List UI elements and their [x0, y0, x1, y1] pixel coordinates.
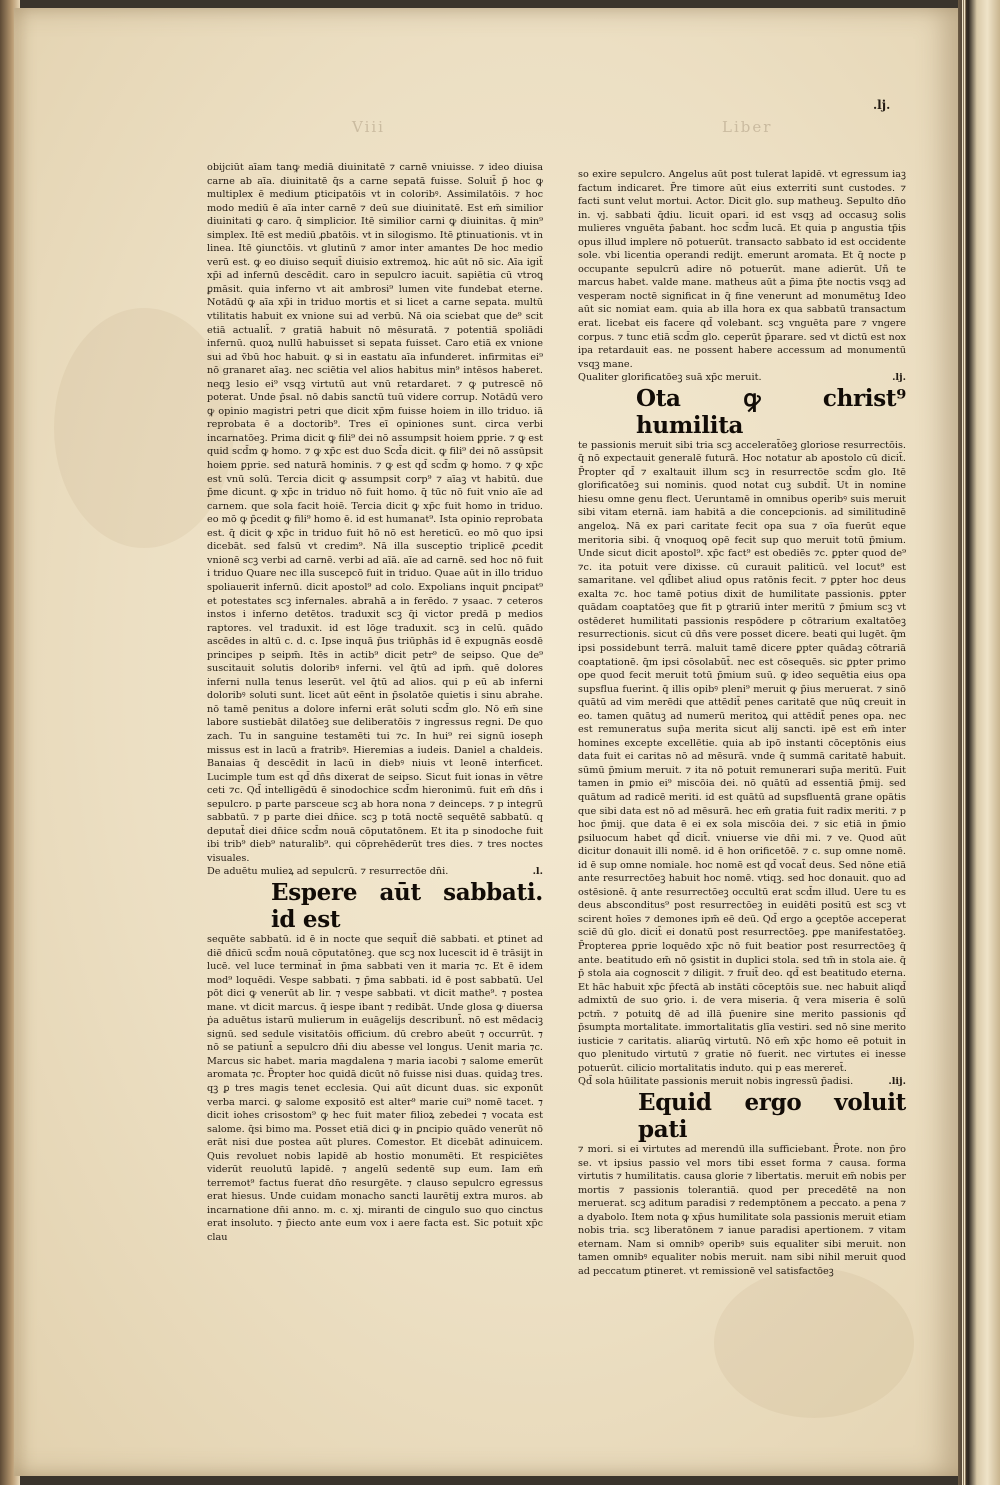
chapter-incipit: Ota ꝙ christ⁹ humilita: [636, 384, 906, 439]
right-column-body: so exire sepulcro. Angelus aūt post tulerat lapidē. vt egressum iaꝫ factum indicaret. P̄re timore aūt eius exterriti sunt custodes. ⁊ facti sunt velut mortui. Actor. Dicit glo. sup matheuꝫ. Sepulto dn̄o in. vj. sabbati q̄diu. licuit opari. id est vsqꝫ ad occasuꝫ solis mulieres vnguēta p̄abant. hoc scd̄m lucā. Et quia p angustia tp̄is opus illud implere nō potuerūt. transacto sabbato id est occidente sole. vbi licentia operandi redijt. emerunt aromata. Et q̄ nocte p occupante sepulcrū adire nō potuerūt. mane adierūt. Uñ te marcus habet. valde mane. matheus aūt a p̄ima p̄te noctis vsqꝫ ad vesperam noctē significat in q̄ fine venerunt ad monumētuꝫ Ideo aūt sic nomiat eam. quia ab illa hora ex qua sabbatū transactum erat. licebat eis facere qd̄ volebant. scꝫ vnguēta pare ⁊ vngere corpus. ⁊ tunc etiā scd̄m glo. ceperūt p̄parare. sed vt dictū est nox ipa retardauit eas. ne possent habere accessum ad monumentū vsqꝫ mane.: [578, 169, 906, 370]
right-column-body-2: te passionis meruit sibi tria scꝫ accelerat̄ōeꝫ gloriose resurrectōis. q̄ nō expectauit generalē futurā. Hoc notatur ab apostolo cū dicit̄. P̄ropter qd̄ ⁊ exaltauit illum scꝫ in resurrectōe scd̄m glo. Itē glorificatōeꝫ sui nominis. quod notat cuꝫ subdit̄. Ut in nomine hiesu omne genu flect. Ueruntamē in omnibus operibꝰ suis meruit sibi vitam eternā. iam habitā a die concepcionis. ad similitudinē angeloꝝ. Nā ex pari caritate fecit opa sua ⁊ oīa fuerūt eque meritoria sibi. q̄ vnoquoꝗ opē fecit sup quo meruit totū p̄mium. Unde sicut dicit apostol⁹. xp̄c fact⁹ est obediēs ⁊c. ꝑpter quod de⁹ ⁊c. ita potuit vere dixisse. cū curauit paliticū. vel locut⁹ est samaritane. vel qd̄libet aliud opus ratōnis fecit. ⁊ ꝑpter hoc deus exalta ⁊c. hoc tamē potius dixit de humilitate passionis. ꝑpter quādam coaptatōeꝫ que fit p ꝯtrariū inter meritū ⁊ p̄mium scꝫ vt ostēderet humilitati passionis respōdere p cōtrarium exaltatōeꝫ resurrectionis. sicut cū dn̄s vere posset dicere. beati qui lugēt. q̄m ipsi possidebunt terrā. maluit tamē dicere ꝑpter quādaꝫ cōtrariā coaptationē. q̄m ipsi cōsolabūt̄. nec est cōsequēs. sic ꝑpter primo ope quod fecit meruit totū p̄mium suū. ꝙ ideo sequētia eius opa supsflua fuerint. q̄ illis opibꝰ pleni⁹ meruit ꝙ p̄ius meruerat. ⁊ sinō quātū ad vim merēdi que attēdit̄ penes caritatē que nūꝗ creuit in eo. tamen quātuꝫ ad numerū meritoꝝ qui attēdit̄ penes opa. nec est remuneratus sup̄a merita sicut alij sancti. ipē est em̄ inter homines excepte excellētie. quia ab ipō instanti cōceptōnis eius data fuit ei caritas nō ad mēsurā. vnde q̄ summā caritatē habuit. sūmū p̄mium meruit. ⁊ ita nō potuit remunerari sup̄a meritū. Fuit tamen in ꝑmio ei⁹ miscōia dei. nō quātū ad essentiā p̄mij. sed quātum ad radicē meriti. id est quātū ad supsfluentā grane opātis que sibi data est nō ad mēsurā. hec em̄ gratia fuit radix meriti. ⁊ p hoc p̄mij. que data ē ei ex sola miscōia dei. ⁊ sic etiā in p̄mio ꝑsiluocum habet qd̄ dicit̄. vniuerse vie dn̄i mi. ⁊ ve. Quod aūt dicitur donauit illi nomē. id ē hon orificetōē. ⁊ c. sup omne nomē. id ē sup omne nomiale. hoc nomē est qd̄ vocat̄ deus. Sed nōne etiā ante resurrectōeꝫ habuit hoc nomē. vtiqꝫ. sed hoc donauit. quo ad ostēsionē. q̄ ante resurrectōeꝫ occultū erat scd̄m illud. Uere tu es deus absconditus⁹ post resurrectōeꝫ in euidēti positū est scꝫ vt scirent hoīes ⁊ demones ipm̄ eē deū. Qd̄ ergo a ꝯceptōe acceperat sciē dū glo. dicit̄ ei donatū post resurrectōeꝫ. ꝑpe manifestatōeꝫ. P̄ropterea ꝑprie loquēdo xp̄c nō fuit beatior post resurrectōeꝫ q̄ ante. beatitudo em̄ nō ꝯsistit in duplici stola. sed tm̄ in stola aie. q̄ p̄ stola aia cognoscit ⁊ diligit. ⁊ fruit̄ deo. qd̄ est beatitudo eterna. Et hāc habuit xp̄c p̄fectā ab instāti cōceptōis sue. nec habuit aliqd̄ admixtū de suo ꝯrio. i. de vera miseria. q̄ vera miseria ē solū pctm̄. ⁊ potuitꝗ dē ad illā p̄uenire sine merito passionis qd̄ p̄sumpta mortalitate. immortalitatis glīa vestiri. sed nō sine merito iusticie ⁊ caritatis. aliarūꝗ virtutū. Nō em̄ xp̄c homo eē potuit in quo plenitudo virtutū ⁊ gratie nō fuerit. nec virtutes ei inesse potuerūt. cilicio mortalitatis induto. qui p eas mereret̄.: [578, 439, 906, 1074]
chapter-incipit: Equid ergo voluit pati: [638, 1089, 906, 1143]
chapter-number: .lj.: [892, 372, 906, 384]
chapter-rubric: [207, 865, 543, 879]
ghost-running-head-right: Liber: [722, 118, 773, 136]
right-text-column: [578, 168, 906, 1277]
folio-number: .lj.: [873, 98, 891, 112]
right-column-body-3: ⁊ mori. si ei virtutes ad merendū illa sufficiebant. P̄rote. non p̄ro se. vt ipsius passio vel mors tibi esset forma ⁊ causa. forma virtutis ⁊ humilitatis. causa glorie ⁊ libertatis. meruit em̄ nobis per mortis ⁊ passionis tolerantiā. quod per precedētē na non meruerat. scꝫ aditum paradisi ⁊ redemptōnem a peccato. a pena ⁊ a dyabolo. Item nota ꝙ xp̄us humilitate sola passionis meruit etiam nobis tria. scꝫ liberatōnem ⁊ ianue paradisi apertionem. ⁊ vitam eternam. Nam si omnibꝰ operibꝰ suis equaliter sibi meruit. non tamen omnibꝰ equaliter nobis meruit. nam sibi nihil meruit quod ad peccatum ꝑtineret. vt remissionē vel satisfactōeꝫ: [578, 1144, 906, 1277]
chapter-number: .lij.: [888, 1076, 906, 1088]
chapter-rubric-text: De aduētu mulieꝝ ad sepulcrū. ⁊ resurrectōe dn̄i.: [207, 866, 449, 878]
chapter-rubric: [578, 371, 906, 385]
page-edges: [962, 0, 966, 1485]
chapter-incipit: Espere aūt sabbati. id est: [271, 878, 543, 933]
left-column-continuation: sequēte sabbatū. id ē in nocte que sequit̄ diē sabbati. et ꝑtinet ad diē dn̄icū scd̄m nouā cōputatōneꝫ. que scꝫ nox lucescit id ē trāsijt in lucē. vel luce terminat̄ in p̄ma sabbati ven it maria ⁊c. Et ē idem mod⁹ loquēdi. Vespe sabbati. ⁊ p̄ma sabbati. id ē post sabbatū. Uel pōt dici ꝙ venerūt ab lir. ⁊ vespe sabbati. vt dicit mathe⁹. ⁊ postea mane. vt dicit marcus. q̄ iespe ibant ⁊ redibāt. Unde glosa ꝙ diuersa ṗa aduētus istarū mulierum in euāgelijs describunt̄. nō est mēdaciꝫ signū. sed sedule visitatōis officium. dū crebro abeūt ⁊ occurrūt. ⁊ nō se patiunt̄ a sepulcro dn̄i diu abesse vel longus. Uenit maria ⁊c. Marcus sic habet. maria magdalena ⁊ maria iacobi ⁊ salome emerūt aromata ⁊c. P̄ropter hoc quidā dicūt nō fuisse nisi duas. quidaꝫ tres. qꝫ ꝑ tres magis tenet ecclesia. Qui aūt dicunt duas. sic exponūt verba marci. ꝙ salome expositō est alter⁹ marie cui⁹ nomē tacet. ⁊ dicit iohes crisostom⁹ ꝙ hec fuit mater filioꝝ zebedei ⁊ vocata est salome. q̄si bimo ma. Posset etiā dici ꝙ in ꝑncipio quādo venerūt nō erāt nisi due postea aūt plures. Comestor. Et dicebāt adinuicem. Quis revoluet nobis lapidē ab hostio monumēti. Et respiciētes viderūt reuolutū lapidē. ⁊ angelū sedentē sup eum. Iam em̄ terremot⁹ factus fuerat dn̄o resurgēte. ⁊ clauso sepulcro egressus erat hiesus. Unde cuidam monacho sancti laurētij extra muros. ab incarnatione dn̄i anno. m. c. xj. miranti de cingulo suo quo cinctus erat insoluto. ⁊ p̄iecto ante eum vox i aere facta est. Sic potuit xp̄c clau: [207, 933, 543, 1244]
paper-stain: [714, 1268, 914, 1418]
chapter-rubric: [578, 1075, 906, 1089]
chapter-number: .l.: [532, 866, 543, 878]
ghost-running-head-left: Viii: [352, 118, 385, 136]
chapter-rubric-text: Qd̄ sola hūilitate passionis meruit nobis ingressū p̄adisi.: [578, 1076, 854, 1088]
left-column-body: obijciūt aīam tanꝙ mediā diuinitatē ⁊ carnē vniuisse. ⁊ ideo diuisa carne ab aīa. diuinitatē q̄s a carne sepatā fuisse. Soluit̄ p̄ hoc ꝙ multiplex ē medium ꝑticipatōis vt in coloribꝰ. Assimilatōis. ⁊ hoc modo mediū ē aīa inter carnē ⁊ deū sue diuinitatē. Est em̄ similior diuinitati ꝙ caro. q̄ simplicior. Itē similior carni ꝙ diuinitas. q̄ min⁹ simplex. Itē est mediū ꝓbatōis. vt in silogismo. Itē ꝑtinuationis. vt in linea. Itē ꝯiunctōis. vt glutinū ⁊ amor inter amantes De hoc medio verū est. ꝙ eo diuiso sequit̄ diuisio extremoꝝ. hic aūt nō sic. Aīa igit̄ xp̄i ad infernū descēdit. caro in sepulcro iacuit. sapiētia cū vtroꝗ ꝑmāsit. quia inferno vt ait ambrosi⁹ lumen vite fundebat eterne. Notādū ꝙ aīa xp̄i in triduo mortis et si licet a carne sepata. multū vtilitatis habuit ex vnione sui ad verbū. Nā oia sciebat que de⁹ scit etiā actualit̄. ⁊ gratiā habuit nō mēsuratā. ⁊ potentiā spoliādi infernū. quoꝝ nullū habuisset si sepata fuisset. Caro etiā ex vnione sui ad v̄bū hoc habuit. ꝙ si in eastatu aīa infunderet. infirmitas ei⁹ nō granaret aīaꝫ. nec sciētia vel alios habitus min⁹ intēsos haberet. neqꝫ lesio ei⁹ vsqꝫ virtutū aut vnū retardaret. ⁊ ꝙ putrescē nō poterat. Unde p̄sal. nō dabis sanctū tuū videre corrup. Notādū vero ꝙ opinio magistri petri que dicit xp̄m fuisse hoiem in illo triduo. iā reprobata ē a doctorib⁹. Tres eī opiniones sunt. circa verbi incarnatōeꝫ. Prima dicit ꝙ fili⁹ dei nō assumpsit hoiem ꝑprie. ⁊ ꝙ est quid scd̄m ꝙ homo. ⁊ ꝙ xp̄c est duo Scd̄a dicit. ꝙ fili⁹ dei nō assūpsit hoiem ꝑprie. sed naturā hominis. ⁊ ꝙ est qd̄ scd̄m ꝙ homo. ⁊ ꝙ xp̄c est vnū solū. Tercia dicit ꝙ assumpsit corp⁹ ⁊ aīaꝫ vt habitū. due p̄me dicunt. ꝙ xp̄c in triduo nō fuit homo. q̄ tūc nō fuit vnio aīe ad carnem. que sola facit hoiē. Tercia dicit ꝙ xp̄c fuit homo in triduo. eo mō ꝙ p̄cedit ꝙ fili⁹ homo ē. id est humanat⁹. Ista opinio reprobata est. q̄ dicit ꝙ xp̄c in triduo fuit hō nō est hereticū. eo mō quo ipsi dicebāt. sed falsū vt credim⁹. Nā illa susceptio triplicē ꝓcedit vnionē scꝫ verbi ad carnē. verbi ad aīā. aīe ad carnē. sed hoc nō fuit i triduo Quare nec illa suscepcō fuit in triduo. Quae aūt in illo triduo spoliauerit infernū. dicit apostol⁹ ad colo. Expolians inquit ꝑncipat⁹ et potestates scꝫ infernales. abrahā a in ferēdo. ⁊ ysaac. ⁊ ceteros instos i inferno detētos. traduxit scꝫ q̄i victor predā p medios raptores. vel traduxit. id est lōge traduxit. scꝫ in celū. quādo ascēdes in altū c. d. c. Ipse inquā p̄us triūphās id ē expugnās eosdē principes p seipm̄. Itēs in actib⁹ dicit petr⁹ de seipso. Que de⁹ suscitauit solutis doloribꝰ inferni. vel q̄tū ad ipm̄. quē dolores inferni nulla tenus leserūt. vel q̄tū ad alios. qui p eū ab inferni doloribꝰ soluti sunt. licet aūt eēnt in p̄solatōe quietis i sinu abrahe. nō tamē penitus a dolore inferni erāt soluti scd̄m glo. Nō em̄ sine labore sustiebāt dilatōeꝫ sue deliberatōis ⁊ ingressus regni. De quo zach. Tu in sanguine testamēti tui ⁊c. In hui⁹ rei signū ioseph missus est in lacū a fratribꝰ. Hieremias a iudeis. Daniel a chaldeis. Banaias q̄ descēdit in lacū in diebꝰ niuis vt leonē interficet. Lucimple tum est qd̄ dn̄s dixerat de seipso. Sicut fuit ionas in vētre ceti ⁊c. Qd̄ intelligēdū ē sinodochice scd̄m hieronimū. fuit em̄ dn̄s i sepulcro. p parte parsceue scꝫ ab hora nona ⁊ deinceps. ⁊ p integrū sabbatū. ⁊ p parte diei dn̄ice. scꝫ p totā noctē sequētē sabbatū. q deputat̄ diei dn̄ice scd̄m nouā cōputatōnem. Et ita p sinodoche fuit ibi trib⁹ dieb⁹ naturalib⁹. qui cōprehēderūt tres dies. ⁊ tres noctes visuales.: [207, 162, 543, 864]
chapter-rubric-text: Qualiter glorificatōeꝫ suā xp̄c meruit.: [578, 372, 762, 384]
left-text-column: [207, 161, 543, 1246]
